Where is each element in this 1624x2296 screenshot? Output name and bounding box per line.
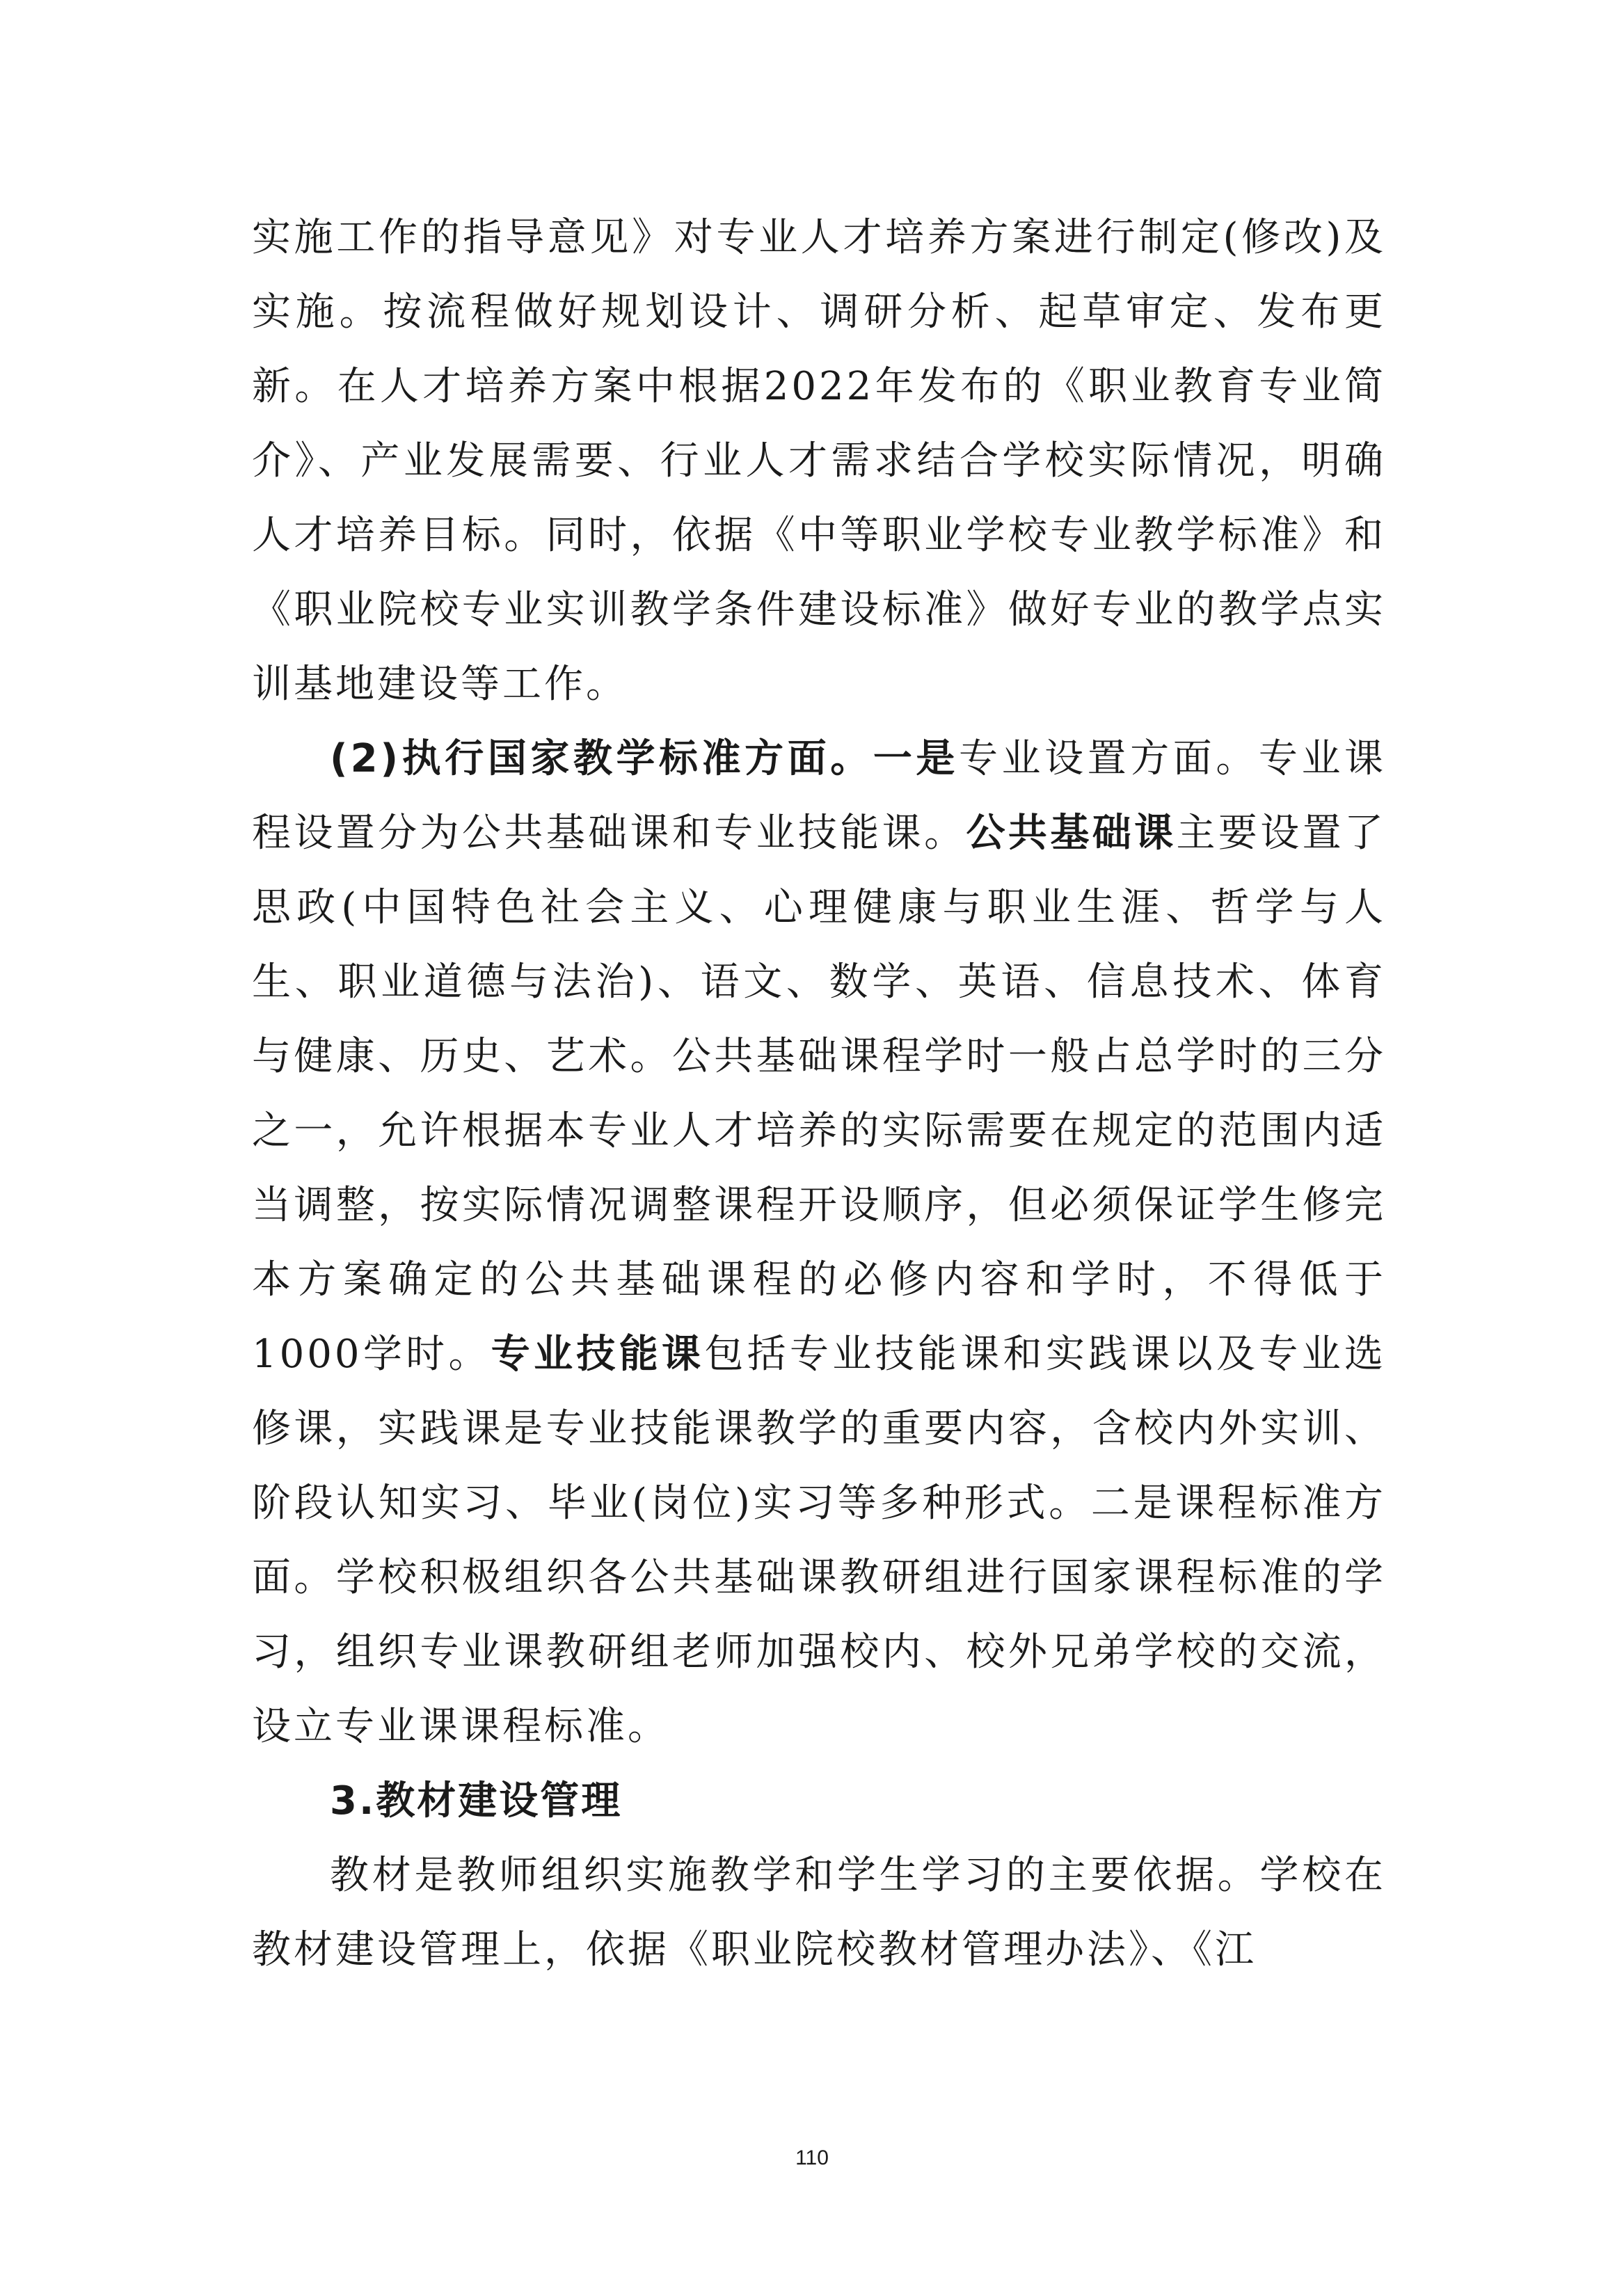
term-professional-skill-course: 专业技能课 [491,1332,705,1377]
paragraph-lead-heading: (2)执行国家教学标准方面。一是 [330,736,959,781]
section-heading-textbook-management: 3.教材建设管理 [330,1778,623,1824]
paragraph-text-segment: 专业设置方面。专业课程设置分为公共基础课和专业技能课。 [252,736,1387,856]
paragraph-national-standards [252,722,1386,1764]
paragraph-textbook-basis: 教材是教师组织实施教学和学生学习的主要依据。学校在教材建设管理上，依据《职业院校教材管理办法》、《江 [252,1853,1386,1972]
term-public-basic-course: 公共基础课 [966,811,1177,856]
paragraph-policy-implementation: 实施工作的指导意见》对专业人才培养方案进行制定(修改)及实施。按流程做好规划设计、调研分析、起草审定、发布更新。在人才培养方案中根据2022年发布的《职业教育专业简介》、产业发展需要、行业人才需求结合学校实际情况，明确人才培养目标。同时，依据《中等职业学校专业教学标准》和《职业院校专业实训教学条件建设标准》做好专业的教学点实训基地建设等工作。 [252,215,1386,707]
page-body [252,200,1386,1987]
page-number: 110 [795,2146,829,2169]
paragraph-text-segment: 主要设置了思政(中国特色社会主义、心理健康与职业生涯、哲学与人生、职业道德与法治)、语文、数学、英语、信息技术、体育与健康、历史、艺术。公共基础课程学时一般占总学时的三分之一，允许根据本专业人才培养的实际需要在规定的范围内适当调整，按实际情况调整课程开设顺序，但必须保证学生修完本方案确定的公共基础课程的必修内容和学时，不得低于1000学时。 [252,811,1387,1377]
paragraph-text-segment: 包括专业技能课和实践课以及专业选修课，实践课是专业技能课教学的重要内容，含校内外实训、阶段认知实习、毕业(岗位)实习等多种形式。二是课程标准方面。学校积极组织各公共基础课教研组进行国家课程标准的学习，组织专业课教研组老师加强校内、校外兄弟学校的交流，设立专业课课程标准。 [252,1332,1387,1749]
